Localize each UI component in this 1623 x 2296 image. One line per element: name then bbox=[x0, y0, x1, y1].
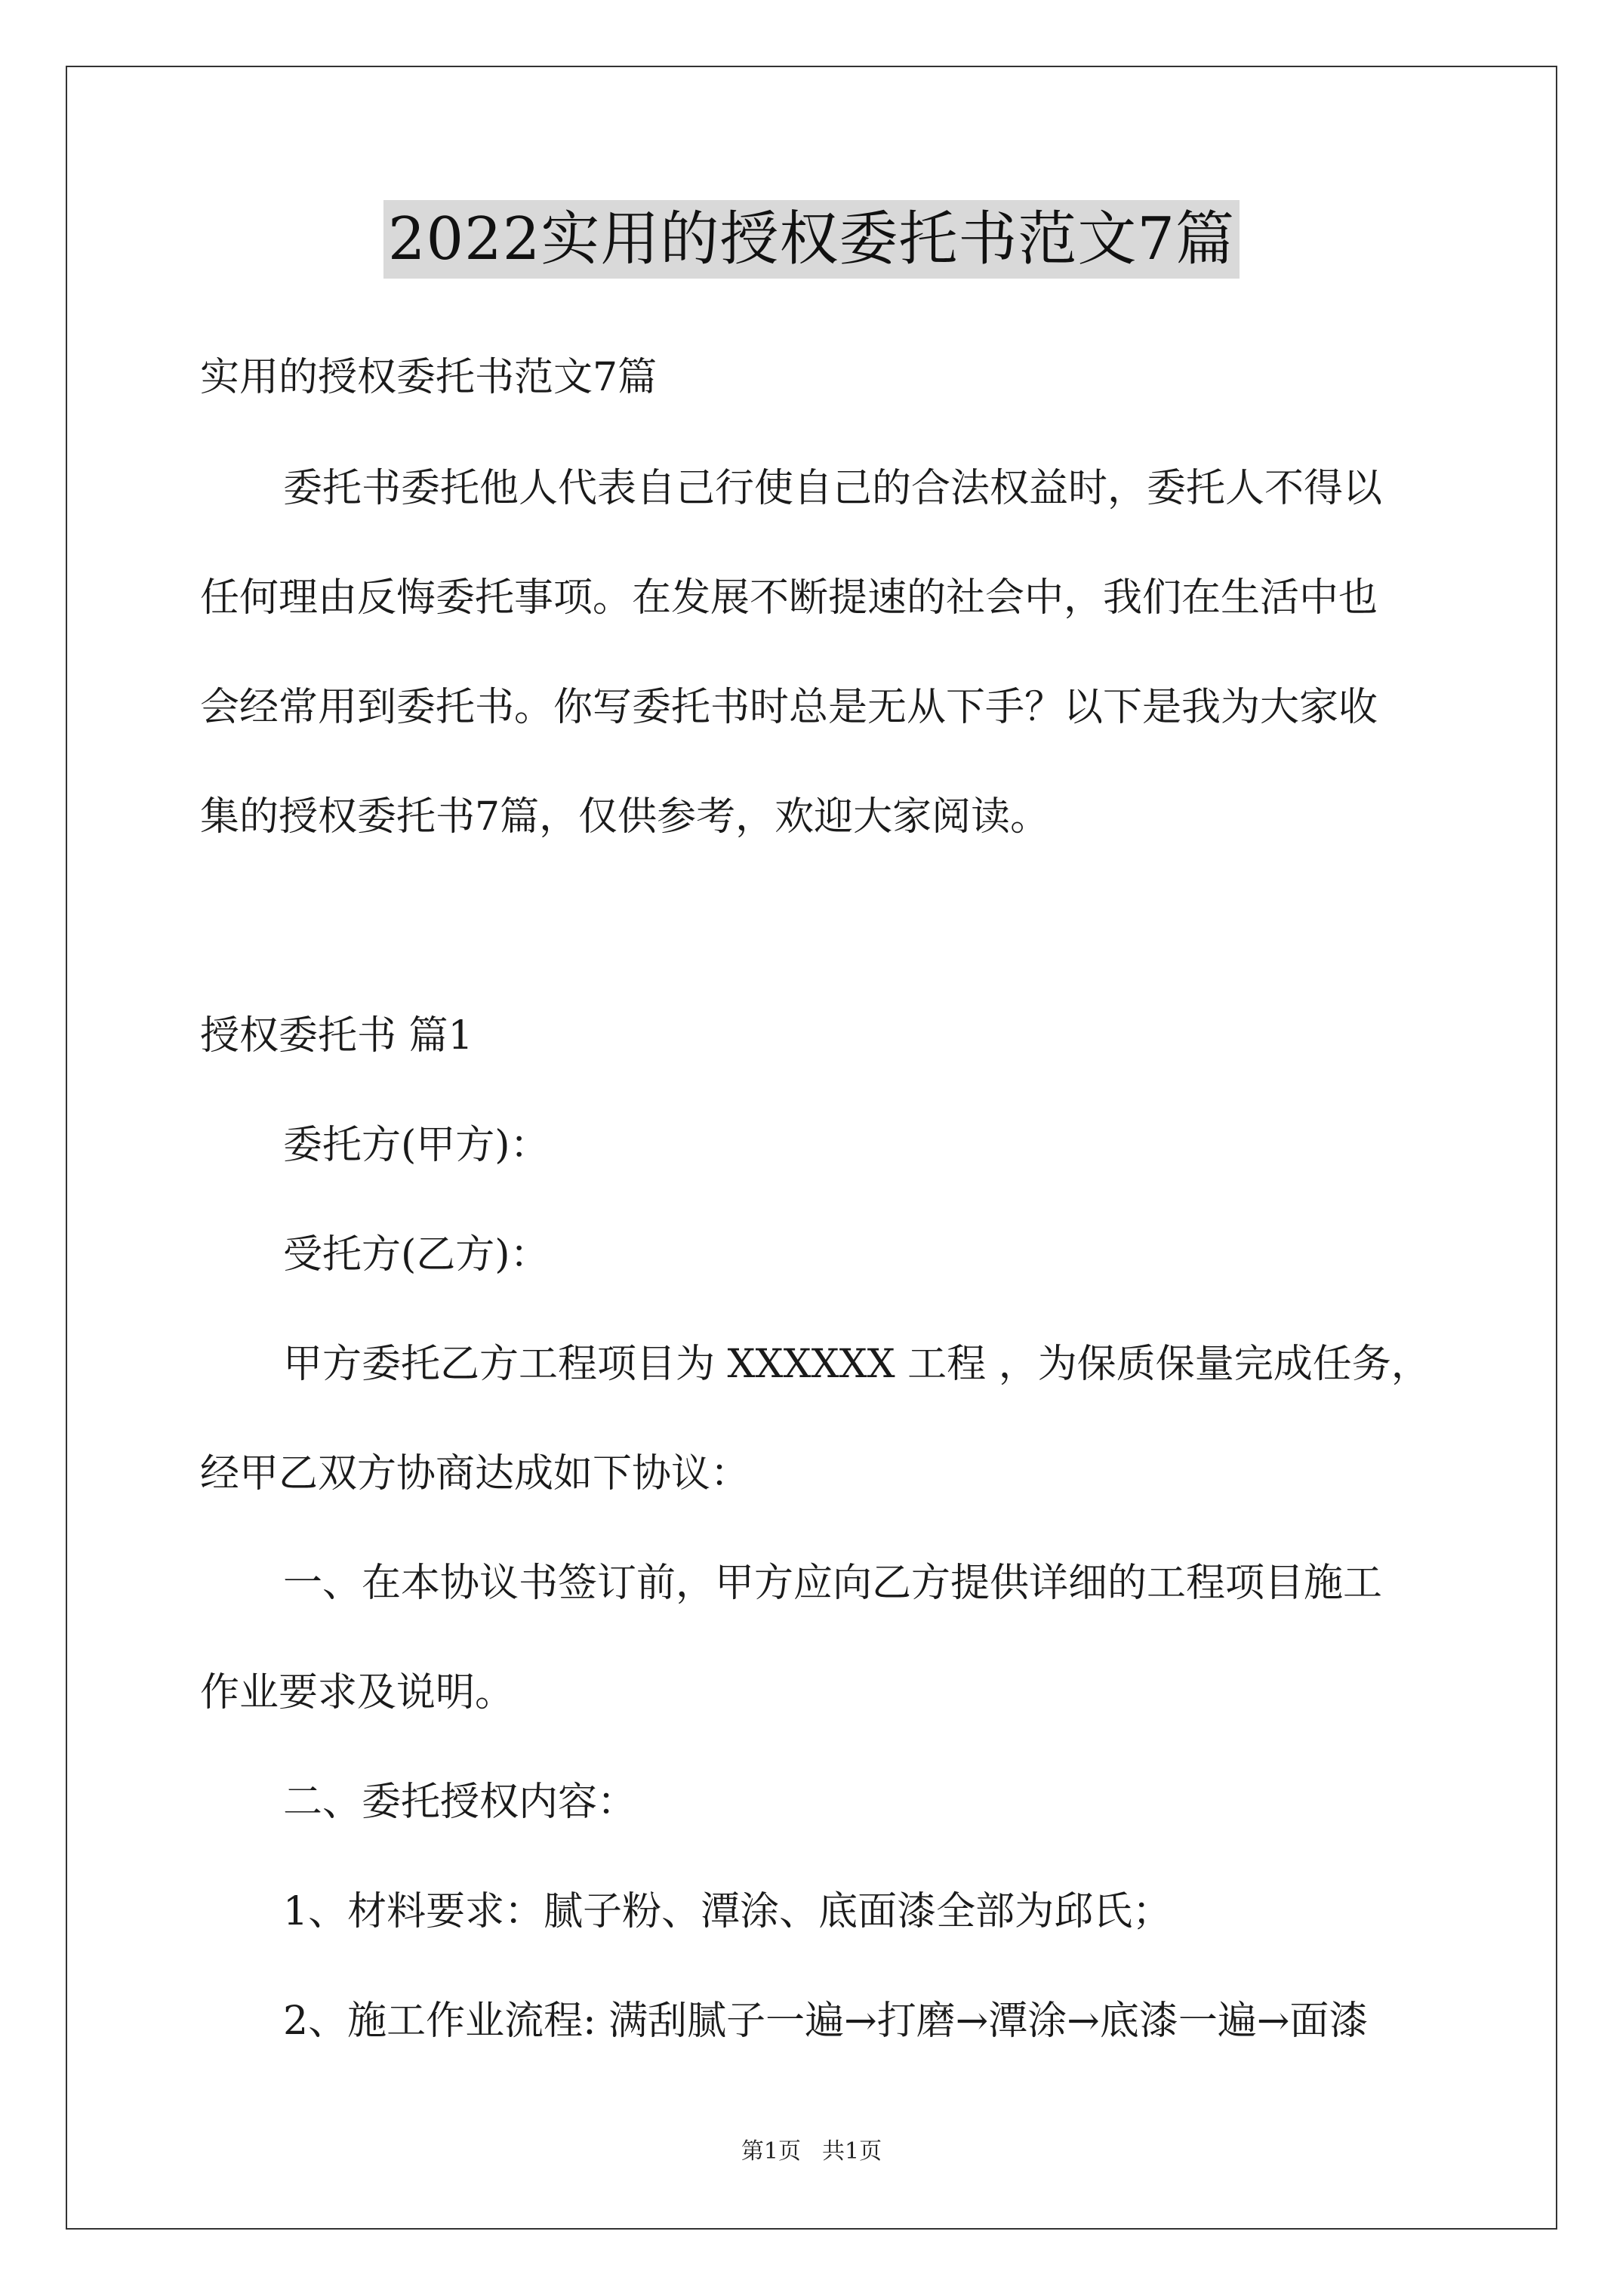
page-number: 第1页 bbox=[741, 2138, 801, 2165]
paragraph-line: 1、材料要求：腻子粉、潭涂、底面漆全部为邱氏； bbox=[283, 1889, 1172, 1934]
paragraph-line: 作业要求及说明。 bbox=[200, 1670, 515, 1715]
paragraph-line: 受托方(乙方)： bbox=[283, 1232, 550, 1277]
page-total: 共1页 bbox=[822, 2138, 882, 2165]
paragraph-line: 一、在本协议书签订前，甲方应向乙方提供详细的工程项目施工 bbox=[283, 1561, 1383, 1606]
paragraph-line: 经甲乙双方协商达成如下协议： bbox=[200, 1451, 750, 1496]
section-heading: 授权委托书 篇1 bbox=[200, 1013, 473, 1059]
paragraph-line: 任何理由反悔委托事项。在发展不断提速的社会中，我们在生活中也 bbox=[200, 575, 1378, 621]
title-block bbox=[0, 200, 1623, 279]
subtitle-line: 实用的授权委托书范文7篇 bbox=[200, 355, 658, 400]
paragraph-line: 二、委托授权内容： bbox=[283, 1780, 637, 1825]
paragraph-line: 委托书委托他人代表自己行使自己的合法权益时，委托人不得以 bbox=[283, 466, 1383, 511]
paragraph-line: 甲方委托乙方工程项目为 XXXXXX 工程 ，为保质保量完成任务， bbox=[283, 1342, 1431, 1387]
paragraph-line: 2、施工作业流程: 满刮腻子一遍→打磨→潭涂→底漆一遍→面漆 bbox=[283, 1999, 1369, 2044]
paragraph-line: 会经常用到委托书。你写委托书时总是无从下手？以下是我为大家收 bbox=[200, 685, 1378, 730]
paragraph-line: 委托方(甲方)： bbox=[283, 1123, 550, 1168]
paragraph-line: 集的授权委托书7篇，仅供参考，欢迎大家阅读。 bbox=[200, 794, 1050, 840]
page-footer bbox=[0, 2137, 1623, 2167]
document-title: 2022实用的授权委托书范文7篇 bbox=[383, 200, 1240, 279]
